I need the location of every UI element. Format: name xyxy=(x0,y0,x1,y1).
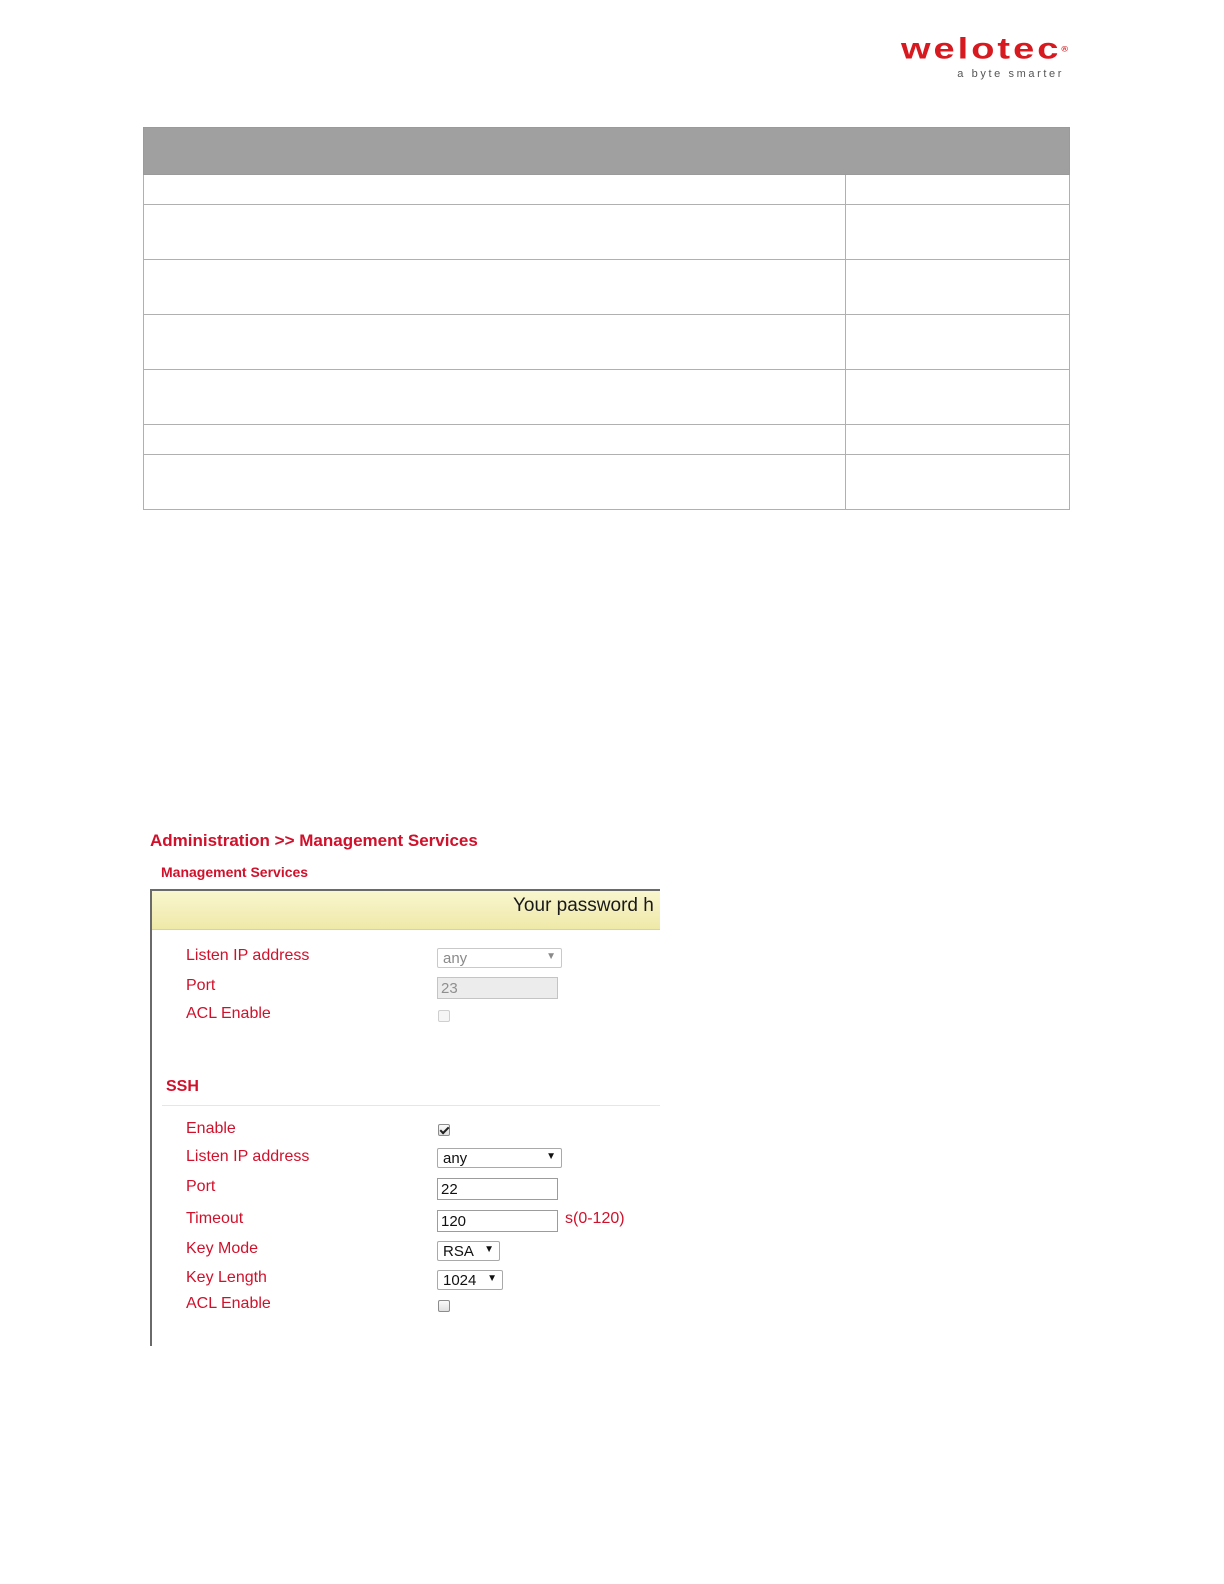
ssh-key-length-select[interactable] xyxy=(437,1270,503,1290)
table-row xyxy=(144,455,1070,510)
ssh-key-mode-value: RSA xyxy=(443,1243,474,1260)
table-row xyxy=(144,205,1070,260)
chevron-down-icon: ▼ xyxy=(546,1151,556,1162)
table-cell xyxy=(846,425,1070,455)
table-cell xyxy=(144,260,846,315)
ssh-section-title: SSH xyxy=(166,1078,199,1095)
telnet-listen-ip-value: any xyxy=(443,950,468,967)
table-row xyxy=(144,370,1070,425)
table-cell xyxy=(144,455,846,510)
parameter-table xyxy=(143,127,1070,510)
ssh-acl-label: ACL Enable xyxy=(186,1295,271,1312)
table-cell xyxy=(846,175,1070,205)
password-warning-banner xyxy=(152,891,660,930)
chevron-down-icon: ▼ xyxy=(484,1244,494,1255)
table-row xyxy=(144,315,1070,370)
ssh-acl-checkbox[interactable] xyxy=(438,1300,450,1312)
telnet-listen-ip-select[interactable] xyxy=(437,948,562,968)
section-divider xyxy=(162,1105,660,1106)
settings-frame xyxy=(150,889,660,1346)
table-row xyxy=(144,425,1070,455)
chevron-down-icon: ▼ xyxy=(487,1273,497,1284)
chevron-down-icon: ▼ xyxy=(546,951,556,962)
logo-brand: welotec xyxy=(900,32,1062,66)
ssh-key-length-label: Key Length xyxy=(186,1269,267,1286)
ssh-listen-ip-value: any xyxy=(443,1150,468,1167)
ssh-key-mode-label: Key Mode xyxy=(186,1240,259,1257)
ssh-key-length-value: 1024 xyxy=(443,1272,477,1289)
telnet-acl-checkbox[interactable] xyxy=(438,1010,450,1022)
breadcrumb: Administration >> Management Services xyxy=(150,831,478,850)
table-cell xyxy=(846,205,1070,260)
ssh-timeout-unit: s(0-120) xyxy=(565,1210,625,1227)
table-cell xyxy=(846,260,1070,315)
telnet-listen-ip-label: Listen IP address xyxy=(186,947,310,964)
banner-text: Your password h xyxy=(513,895,654,916)
welotec-logo xyxy=(836,32,1072,84)
table-cell xyxy=(144,370,846,425)
ssh-listen-ip-select[interactable] xyxy=(437,1148,562,1168)
table-cell xyxy=(144,425,846,455)
ssh-port-label: Port xyxy=(186,1178,216,1195)
table-row xyxy=(144,260,1070,315)
table-header xyxy=(144,128,1070,175)
table-row xyxy=(144,175,1070,205)
logo-tagline: a byte smarter xyxy=(957,68,1064,80)
table-cell xyxy=(846,455,1070,510)
page-title: Management Services xyxy=(161,864,309,880)
telnet-port-label: Port xyxy=(186,977,216,994)
ssh-enable-checkbox[interactable] xyxy=(438,1124,450,1136)
ssh-port-input[interactable]: 22 xyxy=(437,1178,558,1200)
table-cell xyxy=(846,315,1070,370)
ssh-key-mode-select[interactable] xyxy=(437,1241,500,1261)
table-cell xyxy=(846,370,1070,425)
ssh-timeout-label: Timeout xyxy=(186,1210,244,1227)
table-cell xyxy=(144,175,846,205)
ssh-enable-label: Enable xyxy=(186,1120,236,1137)
logo-registered-mark: ® xyxy=(1061,45,1068,54)
management-services-screenshot xyxy=(148,826,660,1346)
ssh-listen-ip-label: Listen IP address xyxy=(186,1148,310,1165)
table-cell xyxy=(144,315,846,370)
table-cell xyxy=(144,205,846,260)
telnet-port-input[interactable]: 23 xyxy=(437,977,558,999)
telnet-acl-label: ACL Enable xyxy=(186,1005,271,1022)
ssh-timeout-input[interactable]: 120 xyxy=(437,1210,558,1232)
